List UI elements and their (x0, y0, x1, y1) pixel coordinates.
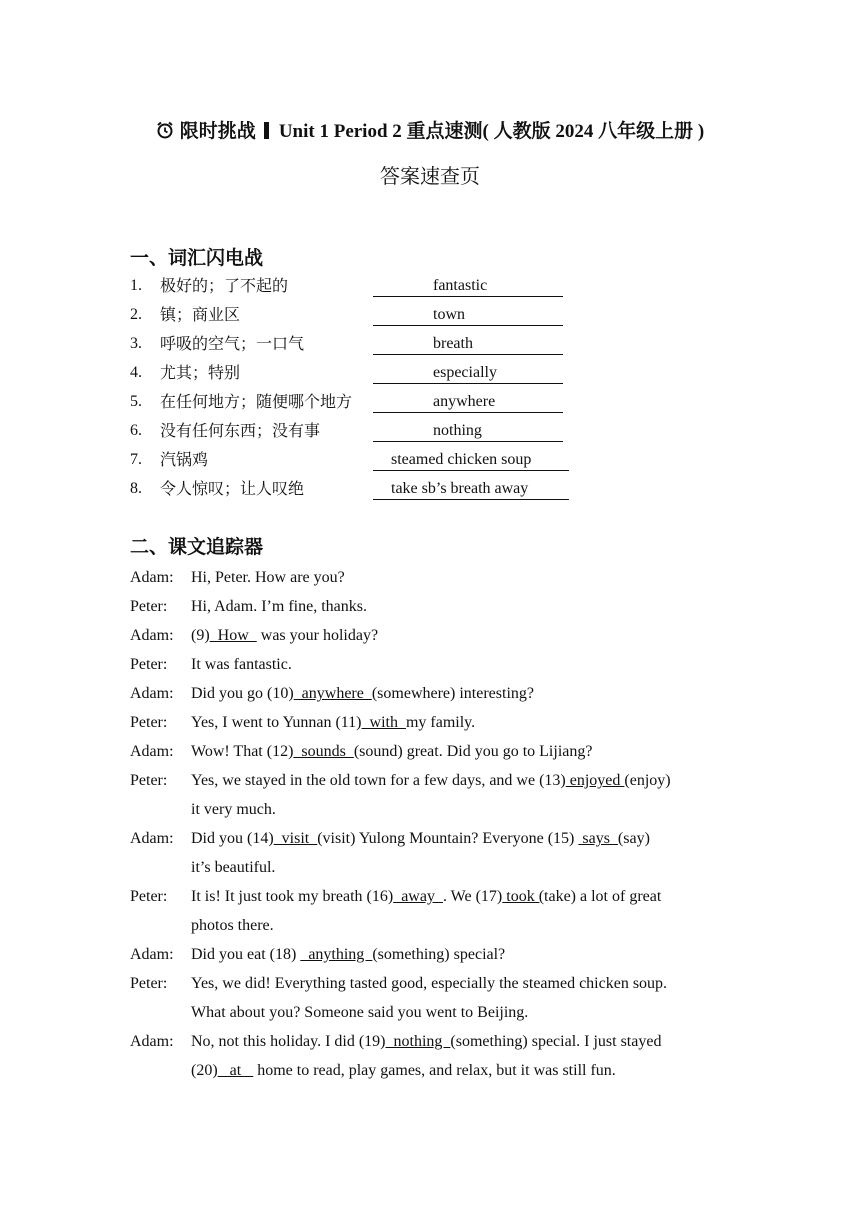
dialog-text-part: No, not this holiday. I did (19) (191, 1033, 386, 1050)
dialog-text-part: (20) (191, 1062, 218, 1079)
vocab-item (130, 332, 590, 361)
vocab-item (130, 419, 590, 448)
dialog-line (130, 969, 750, 998)
answer-blank: visit (273, 830, 318, 847)
dialog-utterance (191, 621, 750, 650)
dialog-text-part: (something) special. I just stayed (450, 1033, 662, 1050)
vocab-number: 6. (130, 422, 142, 439)
dialog-line (130, 766, 750, 795)
dialog-line (130, 1027, 750, 1056)
dialog-text-part: (9) (191, 627, 210, 644)
speaker-label: Adam: (130, 743, 174, 760)
vocab-answer: especially (433, 364, 497, 381)
vocab-chinese: 尤其；特别 (160, 363, 241, 382)
dialog-text-part: Hi, Adam. I’m fine, thanks. (191, 598, 367, 615)
dialog-text-part: (visit) Yulong Mountain? Everyone (15) (317, 830, 579, 847)
dialog-text-part: (sound) great. Did you go to Lijiang? (353, 743, 593, 760)
speaker-label: Peter: (130, 772, 168, 789)
vocab-answer-blank (373, 332, 563, 355)
vocab-item (130, 477, 590, 506)
section-vocab-title: 一、词汇闪电战 (130, 247, 264, 269)
dialog-text-part: . We (17) (442, 888, 503, 905)
vocab-item (130, 361, 590, 390)
dialog-line-continuation (130, 911, 750, 940)
dialog-utterance (191, 679, 750, 708)
dialog-line (130, 882, 750, 911)
vocab-item (130, 448, 590, 477)
speaker-label: Adam: (130, 1033, 174, 1050)
vocab-chinese: 汽锅鸡 (160, 450, 209, 469)
answer-blank: away (393, 888, 443, 905)
dialog-text-part: (somewhere) interesting? (371, 685, 534, 702)
vocab-number: 3. (130, 335, 142, 352)
vocab-chinese: 令人惊叹；让人叹绝 (160, 479, 305, 498)
dialog-line (130, 621, 750, 650)
dialog-text-part: Wow! That (12) (191, 743, 294, 760)
vocab-chinese: 镇；商业区 (160, 305, 241, 324)
dialog-line (130, 737, 750, 766)
dialog-text (130, 563, 750, 1085)
answer-blank: at (217, 1062, 254, 1079)
dialog-utterance (191, 650, 750, 679)
page-title (0, 116, 860, 145)
page-subtitle: 答案速查页 (380, 164, 480, 188)
title-prefix: 限时挑战 (179, 120, 256, 142)
answer-blank: sounds (293, 743, 354, 760)
vocab-answer-blank (373, 419, 563, 442)
speaker-label: Adam: (130, 627, 174, 644)
vocab-number: 4. (130, 364, 142, 381)
vocab-item (130, 274, 590, 303)
dialog-text-part: Did you go (10) (191, 685, 294, 702)
dialog-text-part: Yes, we stayed in the old town for a few days, and we (13) (191, 772, 566, 789)
dialog-text-part: my family. (405, 714, 476, 731)
dialog-utterance: What about you? Someone said you went to Beijing. (191, 1004, 529, 1021)
dialog-text-part: It was fantastic. (191, 656, 292, 673)
speaker-label: Adam: (130, 830, 174, 847)
dialog-line (130, 563, 750, 592)
dialog-utterance (191, 563, 750, 592)
speaker-label: Peter: (130, 714, 168, 731)
dialog-text-part: (enjoy) (624, 772, 671, 789)
vocab-answer: town (433, 306, 465, 323)
dialog-line-continuation (130, 853, 750, 882)
speaker-label: Adam: (130, 946, 174, 963)
speaker-label: Peter: (130, 975, 168, 992)
dialog-text-part: Yes, I went to Yunnan (11) (191, 714, 362, 731)
speaker-label: Peter: (130, 598, 168, 615)
answer-blank: How (209, 627, 257, 644)
vocab-answer-blank (373, 361, 563, 384)
dialog-utterance (191, 969, 750, 998)
dialog-line (130, 708, 750, 737)
vocab-answer: steamed chicken soup (391, 451, 532, 468)
dialog-utterance: it’s beautiful. (191, 859, 276, 876)
answer-blank: nothing (385, 1033, 451, 1050)
vocab-chinese: 呼吸的空气；一口气 (160, 334, 305, 353)
dialog-utterance (191, 737, 750, 766)
answer-blank: with (361, 714, 406, 731)
dialog-text-part: It is! It just took my breath (16) (191, 888, 394, 905)
answer-blank: took ( (502, 888, 545, 905)
vocab-number: 7. (130, 451, 142, 468)
dialog-text-part: (something) special? (372, 946, 506, 963)
answer-blank: anywhere (293, 685, 372, 702)
dialog-line-continuation (130, 998, 750, 1027)
dialog-text-part: take) a lot of great (544, 888, 662, 905)
vocab-list (130, 274, 590, 506)
vocab-chinese: 没有任何东西；没有事 (160, 421, 321, 440)
dialog-utterance (191, 882, 750, 911)
vocab-number: 1. (130, 277, 142, 294)
vocab-answer: nothing (433, 422, 482, 439)
vocab-chinese: 在任何地方；随便哪个地方 (160, 392, 353, 411)
title-divider-bar (264, 122, 269, 139)
speaker-label: Adam: (130, 685, 174, 702)
dialog-utterance: it very much. (191, 801, 276, 818)
answer-blank: anything (300, 946, 373, 963)
vocab-item (130, 303, 590, 332)
vocab-answer-blank (373, 448, 569, 471)
dialog-utterance (191, 824, 750, 853)
vocab-answer-blank (373, 274, 563, 297)
vocab-answer: take sb’s breath away (391, 480, 529, 497)
dialog-line (130, 650, 750, 679)
dialog-text-part: Did you eat (18) (191, 946, 301, 963)
dialog-text-part: home to read, play games, and relax, but it was still fun. (253, 1062, 616, 1079)
title-main: Unit 1 Period 2 重点速测( 人教版 2024 八年级上册 ) (278, 121, 705, 142)
vocab-chinese: 极好的；了不起的 (160, 276, 289, 295)
dialog-line (130, 824, 750, 853)
alarm-clock-icon (156, 121, 174, 145)
vocab-answer: anywhere (433, 393, 496, 410)
vocab-answer: fantastic (433, 277, 488, 294)
vocab-number: 5. (130, 393, 142, 410)
dialog-text-part: was your holiday? (256, 627, 379, 644)
dialog-text-part: Yes, we did! Everything tasted good, especially the steamed chicken soup. (191, 975, 668, 992)
speaker-label: Peter: (130, 888, 168, 905)
dialog-line (130, 592, 750, 621)
speaker-label: Peter: (130, 656, 168, 673)
vocab-answer-blank (373, 477, 569, 500)
vocab-number: 8. (130, 480, 142, 497)
vocab-number: 2. (130, 306, 142, 323)
vocab-answer: breath (433, 335, 473, 352)
dialog-line-continuation (130, 1056, 750, 1085)
dialog-utterance: photos there. (191, 917, 274, 934)
dialog-utterance (191, 1056, 750, 1085)
dialog-text-part: Hi, Peter. How are you? (191, 569, 345, 586)
dialog-utterance (191, 940, 750, 969)
speaker-label: Adam: (130, 569, 174, 586)
dialog-utterance (191, 592, 750, 621)
vocab-item (130, 390, 590, 419)
dialog-line (130, 679, 750, 708)
answer-blank: enjoyed (565, 772, 625, 789)
dialog-utterance (191, 766, 750, 795)
dialog-utterance (191, 708, 750, 737)
dialog-utterance (191, 1027, 750, 1056)
section-dialog-title: 二、课文追踪器 (130, 536, 264, 558)
dialog-text-part: Did you (14) (191, 830, 274, 847)
dialog-line-continuation (130, 795, 750, 824)
dialog-text-part: (say) (617, 830, 650, 847)
dialog-line (130, 940, 750, 969)
vocab-answer-blank (373, 390, 563, 413)
answer-blank: says (578, 830, 618, 847)
vocab-answer-blank (373, 303, 563, 326)
